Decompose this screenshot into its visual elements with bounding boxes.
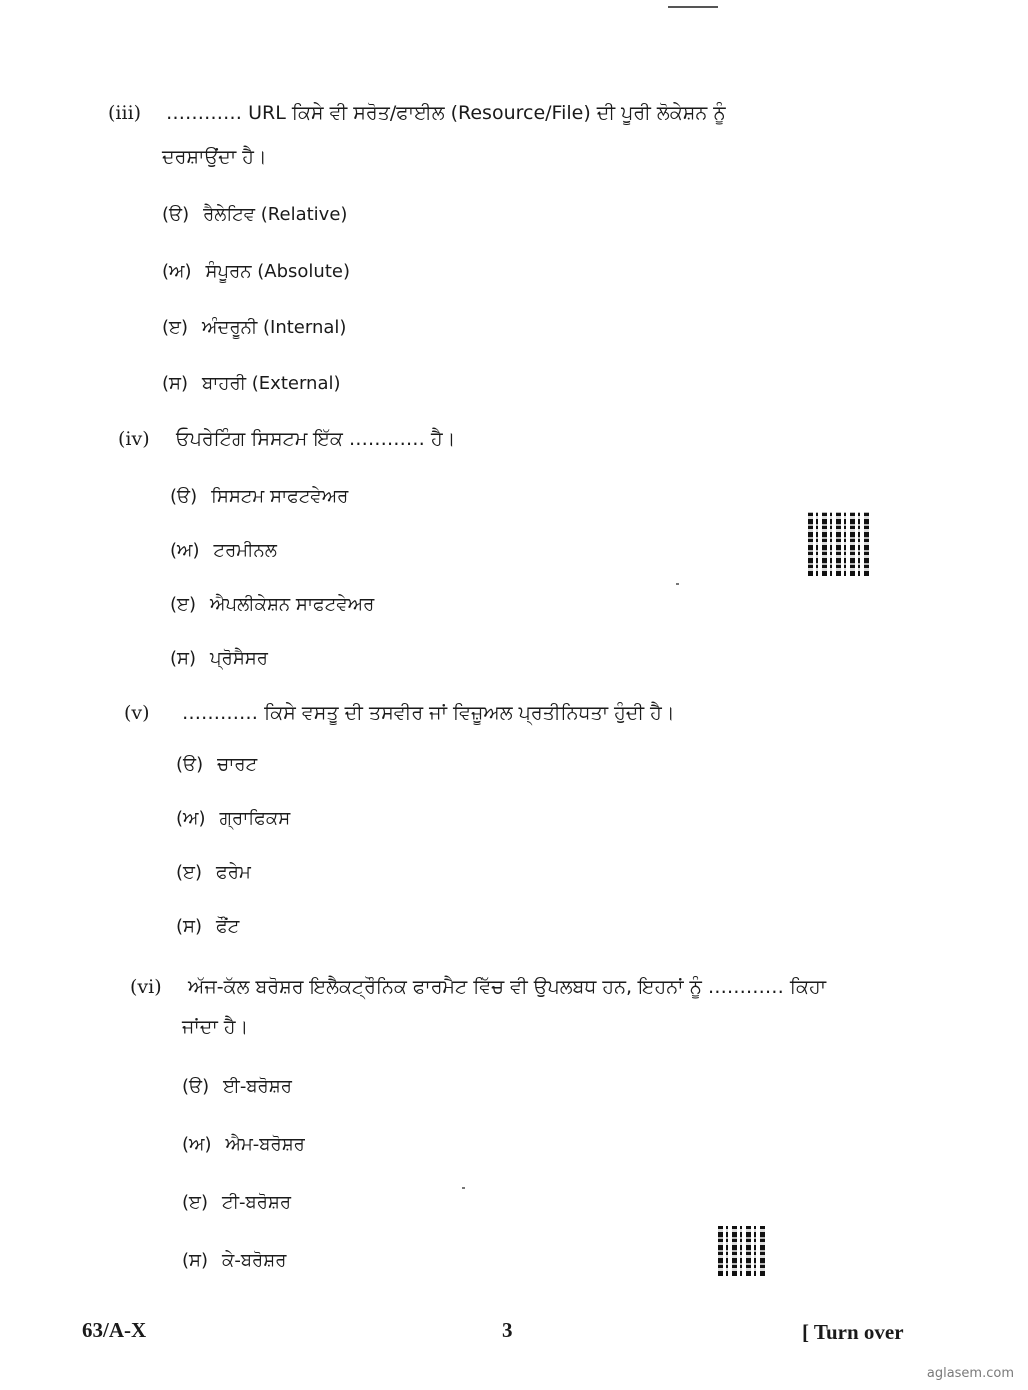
option-text: ਕੇ-ਬਰੋਸ਼ਰ <box>222 1250 287 1271</box>
option-vi-a <box>182 1074 292 1100</box>
option-vi-c <box>182 1190 291 1216</box>
question-text-line1: ਓਪਰੇਟਿੰਗ ਸਿਸਟਮ ਇੱਕ ………… ਹੈ। <box>176 428 456 450</box>
option-iii-a <box>162 202 347 228</box>
option-letter: (ਅ) <box>162 261 192 282</box>
page-number: 3 <box>502 1318 513 1342</box>
question-iii <box>108 100 726 126</box>
option-letter: (ਸ) <box>176 916 203 937</box>
option-letter: (ੳ) <box>182 1076 210 1097</box>
option-letter: (ੲ) <box>176 862 203 883</box>
option-vi-d <box>182 1248 286 1274</box>
option-letter: (ੳ) <box>162 204 190 225</box>
option-v-b <box>176 806 290 832</box>
question-text-line1: ਅੱਜ-ਕੱਲ ਬਰੋਸ਼ਰ ਇਲੈਕਟ੍ਰੌਨਿਕ ਫਾਰਮੈਟ ਵਿੱਚ ਵੀ ਉਪਲਬਧ ਹਨ, ਇਹਨਾਂ ਨੂੰ ………… ਕਿਹਾ <box>188 976 827 998</box>
option-iv-d <box>170 646 268 672</box>
option-iii-b <box>162 259 350 285</box>
qr-code-icon <box>808 512 872 576</box>
scan-speck <box>462 1187 465 1189</box>
option-v-d <box>176 914 239 940</box>
option-letter: (ੲ) <box>182 1192 209 1213</box>
question-number: (vi) <box>130 976 162 998</box>
option-text: ਅੰਦਰੂਨੀ (Internal) <box>202 317 347 338</box>
option-text: ਸਿਸਟਮ ਸਾਫਟਵੇਅਰ <box>211 486 349 507</box>
option-text: ਪ੍ਰੋਸੈਸਰ <box>210 648 268 669</box>
option-text: ਈ-ਬਰੋਸ਼ਰ <box>223 1076 292 1097</box>
option-iii-c <box>162 315 346 341</box>
qr-code-icon <box>718 1226 766 1276</box>
watermark: aglasem.com <box>926 1366 1014 1381</box>
question-text-line1: ………… URL ਕਿਸੇ ਵੀ ਸਰੋਤ/ਫਾਈਲ (Resource/File) ਦੀ ਪੂਰੀ ਲੋਕੇਸ਼ਨ ਨੂੰ <box>166 102 726 124</box>
option-text: ਚਾਰਟ <box>217 754 258 775</box>
option-text: ਸੰਪੂਰਨ (Absolute) <box>205 261 350 282</box>
question-iv <box>118 426 455 452</box>
option-letter: (ੲ) <box>162 317 189 338</box>
question-iii-line2: ਦਰਸ਼ਾਉਂਦਾ ਹੈ। <box>162 146 267 168</box>
option-text: ਫਰੇਮ <box>216 862 251 883</box>
option-letter: (ਸ) <box>170 648 197 669</box>
option-v-a <box>176 752 257 778</box>
question-vi <box>130 974 826 1000</box>
option-letter: (ੲ) <box>170 594 197 615</box>
option-letter: (ੳ) <box>170 486 198 507</box>
option-text: ਫੌਂਟ <box>216 916 240 937</box>
option-text: ਐਪਲੀਕੇਸ਼ਨ ਸਾਫਟਵੇਅਰ <box>210 594 375 615</box>
question-number: (v) <box>124 702 150 724</box>
question-number: (iv) <box>118 428 150 450</box>
top-divider <box>668 6 718 8</box>
paper-code: 63/A-X <box>82 1318 147 1342</box>
option-iv-b <box>170 538 277 564</box>
scan-speck <box>676 583 679 585</box>
option-letter: (ੳ) <box>176 754 204 775</box>
turn-over-label: [ Turn over <box>802 1320 904 1344</box>
option-text: ਟਰਮੀਨਲ <box>213 540 277 561</box>
question-vi-line2: ਜਾਂਦਾ ਹੈ। <box>182 1016 249 1038</box>
option-vi-b <box>182 1132 305 1158</box>
option-text: ਟੀ-ਬਰੋਸ਼ਰ <box>222 1192 292 1213</box>
option-text: ਬਾਹਰੀ (External) <box>202 373 341 394</box>
question-v <box>124 700 675 726</box>
option-iii-d <box>162 371 341 397</box>
option-iv-a <box>170 484 348 510</box>
question-number: (iii) <box>108 102 142 124</box>
option-text: ਐਮ-ਬਰੋਸ਼ਰ <box>225 1134 305 1155</box>
option-v-c <box>176 860 251 886</box>
option-letter: (ਅ) <box>182 1134 212 1155</box>
question-text-line1: ………… ਕਿਸੇ ਵਸਤੂ ਦੀ ਤਸਵੀਰ ਜਾਂ ਵਿਜ਼ੂਅਲ ਪ੍ਰਤੀਨਿਧਤਾ ਹੁੰਦੀ ਹੈ। <box>182 702 675 724</box>
option-text: ਰੈਲੇਟਿਵ (Relative) <box>203 204 348 225</box>
option-iv-c <box>170 592 374 618</box>
option-letter: (ਸ) <box>182 1250 209 1271</box>
option-letter: (ਅ) <box>176 808 206 829</box>
option-letter: (ਅ) <box>170 540 200 561</box>
option-letter: (ਸ) <box>162 373 189 394</box>
option-text: ਗ੍ਰਾਫਿਕਸ <box>219 808 291 829</box>
